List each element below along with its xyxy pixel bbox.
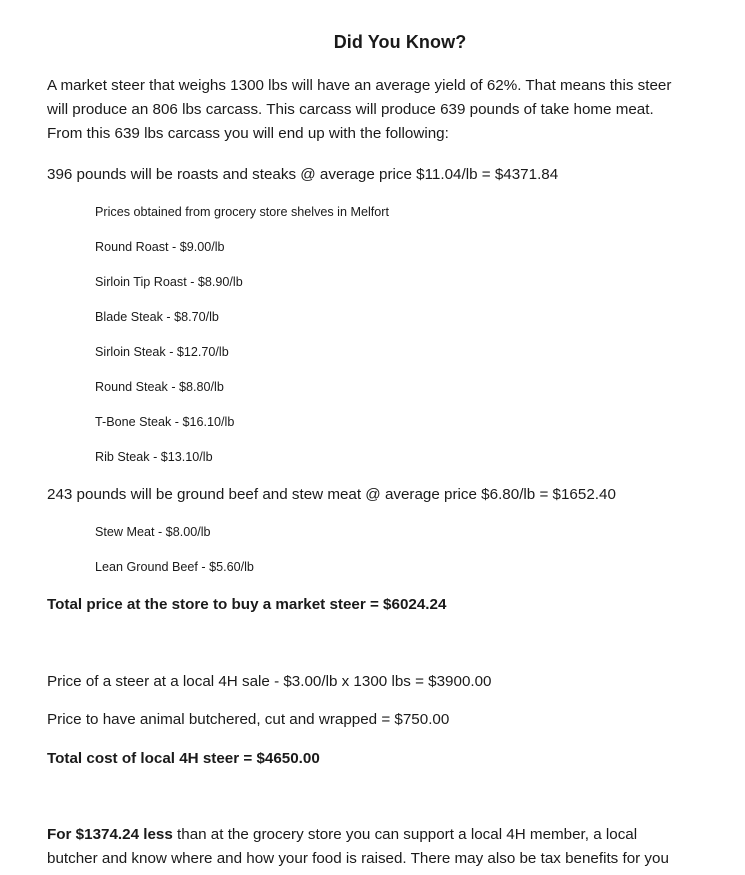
list-item: Stew Meat - $8.00/lb bbox=[95, 525, 211, 539]
conclusion-text: than at the grocery store you can support a local 4H member, a local bbox=[172, 826, 638, 843]
intro-line: A market steer that weighs 1300 lbs will have an average yield of 62%. That means this steer bbox=[47, 77, 672, 94]
list-item: Round Steak - $8.80/lb bbox=[95, 380, 224, 394]
page-title: Did You Know? bbox=[333, 32, 467, 52]
list-item: Blade Steak - $8.70/lb bbox=[95, 310, 219, 324]
list-item: Round Roast - $9.00/lb bbox=[95, 240, 225, 254]
list-item: Lean Ground Beef - $5.60/lb bbox=[95, 560, 254, 574]
conclusion-highlight: For $1374.24 less bbox=[47, 826, 173, 843]
intro-paragraph bbox=[47, 74, 745, 146]
intro-line: From this 639 lbs carcass you will end up with the following: bbox=[47, 125, 449, 142]
local-sale-price: Price of a steer at a local 4H sale - $3.00/lb x 1300 lbs = $3900.00 bbox=[47, 673, 492, 690]
list-item: T-Bone Steak - $16.10/lb bbox=[95, 415, 235, 429]
price-source-note: Prices obtained from grocery store shelves in Melfort bbox=[95, 205, 389, 219]
list-item: Rib Steak - $13.10/lb bbox=[95, 450, 213, 464]
intro-line: will produce an 806 lbs carcass. This carcass will produce 639 pounds of take home meat. bbox=[47, 101, 654, 118]
roasts-steaks-summary: 396 pounds will be roasts and steaks @ average price $11.04/lb = $4371.84 bbox=[47, 166, 559, 183]
conclusion-line: butcher and know where and how your food is raised. There may also be tax benefits for you bbox=[47, 850, 669, 867]
list-item: Sirloin Tip Roast - $8.90/lb bbox=[95, 275, 243, 289]
ground-stew-summary: 243 pounds will be ground beef and stew meat @ average price $6.80/lb = $1652.40 bbox=[47, 486, 616, 503]
store-total: Total price at the store to buy a market steer = $6024.24 bbox=[47, 596, 447, 613]
local-total: Total cost of local 4H steer = $4650.00 bbox=[47, 750, 320, 767]
butcher-price: Price to have animal butchered, cut and wrapped = $750.00 bbox=[47, 711, 450, 728]
conclusion-line bbox=[47, 826, 637, 843]
list-item: Sirloin Steak - $12.70/lb bbox=[95, 345, 229, 359]
